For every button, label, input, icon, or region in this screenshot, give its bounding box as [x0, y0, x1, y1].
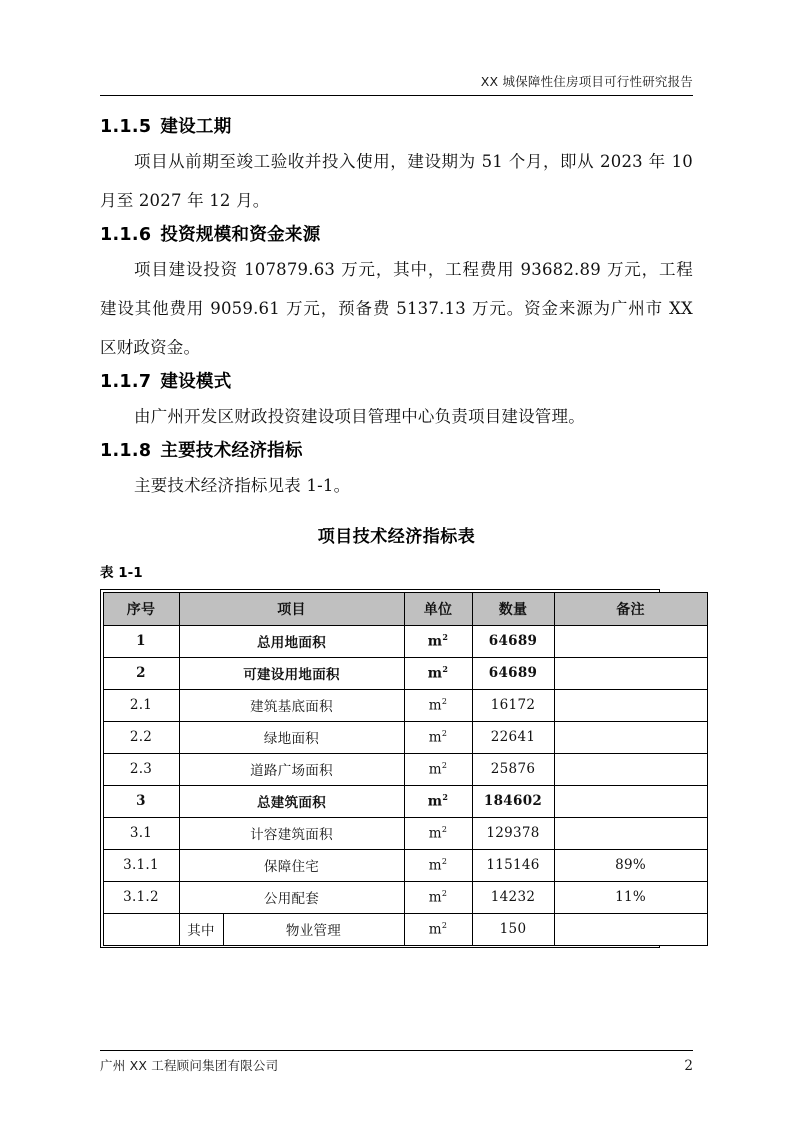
cell-item: 物业管理 [223, 913, 404, 945]
footer-divider [100, 1050, 693, 1051]
cell-unit: $m^2$ [404, 657, 472, 689]
cell-unit: $m^2$ [404, 849, 472, 881]
column-header-unit: 单位 [404, 592, 472, 625]
cell-seq: 3.1.1 [103, 849, 179, 881]
table-header [103, 592, 707, 625]
cell-seq [103, 913, 179, 945]
footer-company: 广州 XX 工程顾问集团有限公司 [100, 1058, 279, 1073]
cell-seq: 3.1.2 [103, 881, 179, 913]
footer-page-number: 2 [684, 1058, 693, 1074]
cell-item: 道路广场面积 [179, 753, 404, 785]
table-caption: 表 1-1 [100, 565, 143, 581]
column-header-note: 备注 [554, 592, 707, 625]
table-body [103, 625, 707, 945]
cell-quantity: 150 [472, 913, 554, 945]
running-header-text: XX 城保障性住房项目可行性研究报告 [480, 74, 693, 89]
cell-unit: $m^2$ [404, 721, 472, 753]
section-heading-1-1-5 [100, 112, 693, 142]
section-heading-1-1-8 [100, 436, 693, 466]
cell-quantity: 14232 [472, 881, 554, 913]
cell-item: 公用配套 [179, 881, 404, 913]
section-number-1-1-7: 1.1.7 [100, 372, 152, 392]
cell-note [554, 689, 707, 721]
section-title-1-1-7: 建设模式 [160, 372, 232, 392]
cell-unit: $m^2$ [404, 689, 472, 721]
section-number-1-1-8: 1.1.8 [100, 441, 152, 461]
table-row [103, 913, 707, 945]
cell-note: 89% [554, 849, 707, 881]
cell-item: 总用地面积 [179, 625, 404, 657]
cell-seq: 2 [103, 657, 179, 689]
cell-unit: $m^2$ [404, 881, 472, 913]
section-body-1-1-6: 项目建设投资 107879.63 万元，其中，工程费用 93682.89 万元，工程建设其他费用 9059.61 万元，预备费 5137.13 万元。资金来源为广州市 XX 区财政资金。 [100, 260, 693, 357]
cell-item-sublabel: 其中 [179, 913, 223, 945]
column-header-seq: 序号 [103, 592, 179, 625]
cell-item: 建筑基底面积 [179, 689, 404, 721]
cell-seq: 3.1 [103, 817, 179, 849]
cell-note [554, 721, 707, 753]
table-row [103, 625, 707, 657]
cell-note [554, 657, 707, 689]
section-body-1-1-8: 主要技术经济指标见表 1-1。 [134, 476, 351, 495]
cell-note: 11% [554, 881, 707, 913]
cell-unit: $m^2$ [404, 913, 472, 945]
section-body-1-1-7: 由广州开发区财政投资建设项目管理中心负责项目建设管理。 [134, 407, 585, 426]
section-heading-1-1-7 [100, 367, 693, 397]
document-body [100, 112, 693, 948]
cell-note [554, 785, 707, 817]
column-header-item: 项目 [179, 592, 404, 625]
table-row [103, 785, 707, 817]
cell-seq: 2.1 [103, 689, 179, 721]
cell-seq: 2.3 [103, 753, 179, 785]
cell-quantity: 25876 [472, 753, 554, 785]
section-heading-1-1-6 [100, 220, 693, 250]
cell-item: 可建设用地面积 [179, 657, 404, 689]
cell-quantity: 22641 [472, 721, 554, 753]
cell-note [554, 913, 707, 945]
cell-quantity: 184602 [472, 785, 554, 817]
indicators-table [103, 592, 708, 946]
table-row [103, 849, 707, 881]
section-title-1-1-6: 投资规模和资金来源 [160, 225, 321, 245]
cell-note [554, 625, 707, 657]
cell-item: 计容建筑面积 [179, 817, 404, 849]
indicators-table-frame [100, 589, 660, 948]
cell-unit: $m^2$ [404, 817, 472, 849]
cell-unit: $m^2$ [404, 625, 472, 657]
section-title-1-1-5: 建设工期 [160, 117, 232, 137]
table-row [103, 881, 707, 913]
cell-item: 保障住宅 [179, 849, 404, 881]
cell-quantity: 16172 [472, 689, 554, 721]
cell-quantity: 115146 [472, 849, 554, 881]
cell-quantity: 64689 [472, 625, 554, 657]
cell-note [554, 817, 707, 849]
cell-unit: $m^2$ [404, 753, 472, 785]
cell-item: 绿地面积 [179, 721, 404, 753]
cell-quantity: 64689 [472, 657, 554, 689]
table-row [103, 753, 707, 785]
cell-unit: $m^2$ [404, 785, 472, 817]
table-row [103, 657, 707, 689]
section-body-1-1-5: 项目从前期至竣工验收并投入使用，建设期为 51 个月，即从 2023 年 10 月至 2027 年 12 月。 [100, 152, 693, 210]
cell-seq: 2.2 [103, 721, 179, 753]
cell-seq: 3 [103, 785, 179, 817]
running-header [100, 72, 693, 90]
table-row [103, 817, 707, 849]
cell-note [554, 753, 707, 785]
section-title-1-1-8: 主要技术经济指标 [160, 441, 303, 461]
table-row [103, 721, 707, 753]
cell-quantity: 129378 [472, 817, 554, 849]
header-divider [100, 95, 693, 96]
section-number-1-1-5: 1.1.5 [100, 117, 152, 137]
section-number-1-1-6: 1.1.6 [100, 225, 152, 245]
table-header-row [103, 592, 707, 625]
cell-item: 总建筑面积 [179, 785, 404, 817]
cell-seq: 1 [103, 625, 179, 657]
table-title: 项目技术经济指标表 [317, 527, 476, 547]
column-header-qty: 数量 [472, 592, 554, 625]
table-row [103, 689, 707, 721]
